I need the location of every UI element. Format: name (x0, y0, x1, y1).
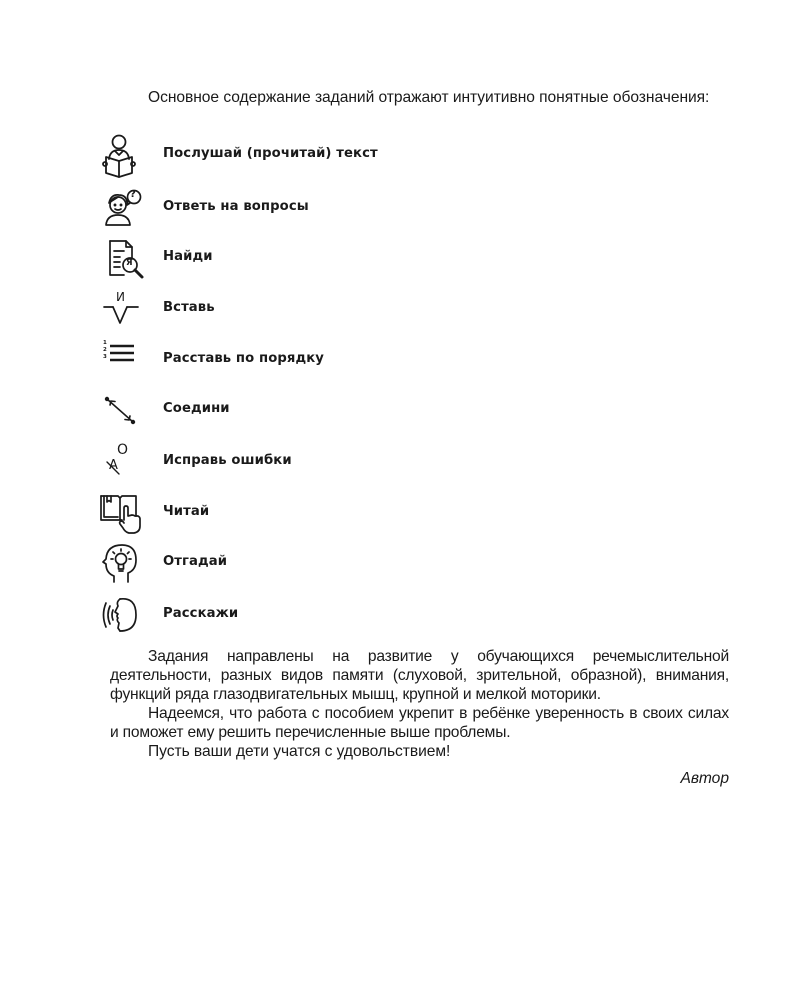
legend-item-order (98, 336, 498, 386)
legend-label: Отгадай (163, 554, 228, 569)
legend-item-connect (98, 388, 498, 438)
correction-icon (98, 438, 150, 488)
body-paragraph: Надеемся, что работа с пособием укрепит в ребёнке уверенность в своих силах и поможет ему решить перечисленные выше проблемы. (110, 705, 729, 741)
numbered-list-icon (98, 336, 150, 386)
correct-letter-glyph: О (117, 442, 129, 458)
legend-item-read (98, 490, 498, 540)
list-number-3: 3 (103, 354, 107, 360)
book-pointer-icon (98, 490, 150, 540)
closing-section (110, 647, 729, 788)
child-question-icon (98, 185, 150, 235)
wrong-letter-glyph: А (109, 458, 118, 473)
question-mark-glyph: ? (130, 189, 136, 200)
intro-paragraph: Основное содержание заданий отражают интуитивно понятные обозначения: (148, 89, 710, 106)
legend-item-guess (98, 540, 498, 590)
legend-item-listen (98, 130, 498, 180)
author-signature: Автор (680, 770, 729, 787)
speaking-head-icon (98, 590, 150, 640)
body-paragraph: Задания направлены на развитие у обучающихся речемыслительной деятельности, разных видов памяти (слуховой, зрительной, образной), внимания, функций ряда глазодвигательных мышц, крупной и мелкой моторики. (110, 648, 729, 703)
legend-label: Найди (163, 249, 213, 264)
legend-item-find (98, 235, 498, 285)
insert-letter-glyph: И (116, 290, 125, 304)
head-lightbulb-icon (98, 540, 150, 590)
legend-item-tell (98, 590, 498, 640)
legend-item-insert (98, 285, 498, 335)
legend-label: Расскажи (163, 606, 239, 621)
legend-label: Расставь по порядку (163, 351, 324, 366)
list-number-1: 1 (103, 340, 107, 346)
legend-label: Послушай (прочитай) текст (163, 146, 378, 161)
legend-item-answer (98, 185, 498, 235)
connect-line-icon (98, 388, 150, 438)
body-paragraph: Пусть ваши дети учатся с удовольствием! (148, 743, 451, 760)
search-letter-glyph: Я (126, 258, 133, 268)
legend-label: Соедини (163, 401, 230, 416)
intro-section (110, 88, 729, 107)
reading-person-icon (98, 130, 150, 180)
legend-item-correct (98, 438, 498, 488)
legend-label: Вставь (163, 300, 215, 315)
list-number-2: 2 (103, 347, 107, 353)
legend-label: Читай (163, 504, 210, 519)
legend-label: Исправь ошибки (163, 453, 292, 468)
legend-label: Ответь на вопросы (163, 199, 309, 214)
insert-caret-icon (98, 285, 150, 335)
document-search-icon (98, 235, 150, 285)
